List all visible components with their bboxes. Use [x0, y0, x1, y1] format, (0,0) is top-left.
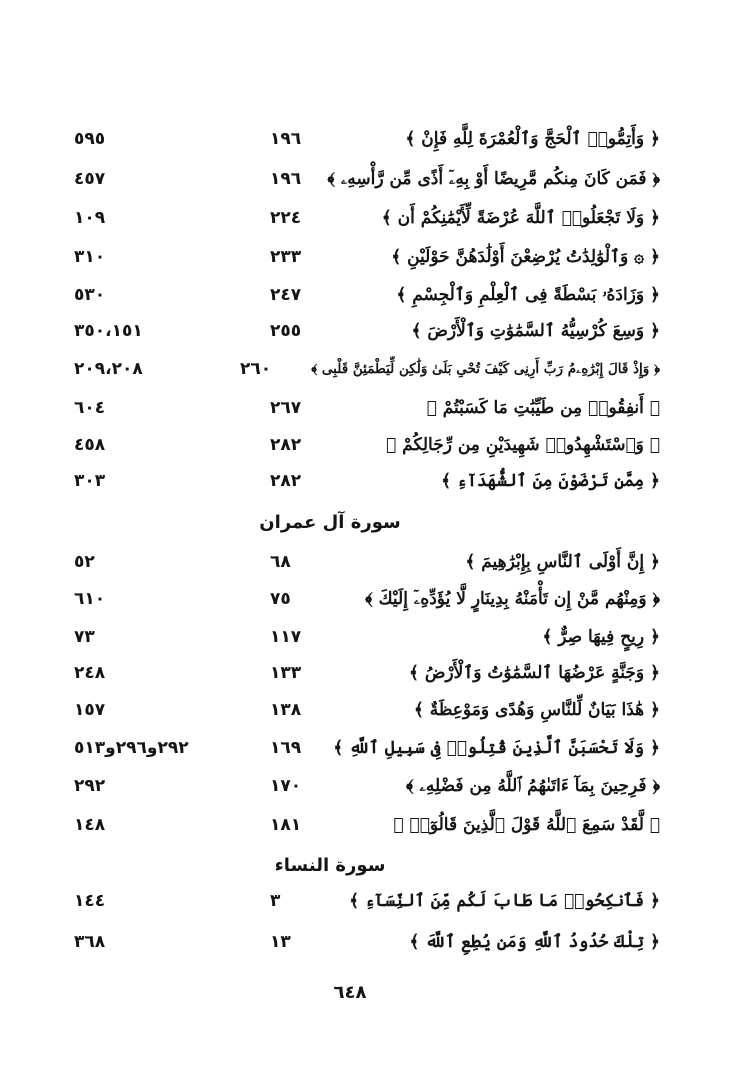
verse-text: ﴿ فَمَن كَانَ مِنكُم مَّرِيضًا أَوْ بِهِۦٓ أَذًى مِّن رَّأْسِهِۦ ﴾ [327, 169, 660, 189]
ayah-number: ٢٥٥ [270, 321, 302, 341]
page-reference: ٣٥٠،١٥١ [74, 321, 143, 341]
page-reference: ١٥٧ [74, 700, 106, 720]
ayah-number: ١٩٦ [270, 129, 302, 149]
index-row [60, 731, 660, 765]
verse-text: ﴿ وَجَنَّةٍ عَرْضُهَا ٱلسَّمَٰوَٰتُ وَٱلْأَرْضُ ﴾ [409, 663, 660, 683]
verse-text: ﴿ تِلْكَ حُدُودُ ٱللَّهِ وَمَن يُطِعِ ٱللَّهَ ﴾ [409, 932, 660, 952]
page-reference: ٢٩٢و٢٩٦و٥١٣ [74, 738, 189, 758]
index-row [60, 693, 660, 727]
index-row [60, 278, 660, 312]
page-reference: ٤٥٧ [74, 169, 106, 189]
verse-text: ﴿ وَأَتِمُّوا۟ ٱلْحَجَّ وَٱلْعُمْرَةَ لِلَّهِ فَإِنْ ﴾ [405, 129, 660, 149]
index-row [60, 391, 660, 425]
index-row [60, 656, 660, 690]
verse-text: ﴿ رِيحٍ فِيهَا صِرٌّ ﴾ [542, 627, 660, 647]
index-row [60, 464, 660, 498]
verse-text: ﴿ وَلَا تَجْعَلُوا۟ ٱللَّهَ عُرْضَةً لِّأَيْمَٰنِكُمْ أَن ﴾ [381, 208, 660, 228]
verse-text: ﴿ لَّقَدْ سَمِعَ ٱللَّهُ قَوْلَ ٱلَّذِينَ قَالُوٓا۟ ﴾ [393, 815, 660, 835]
page-reference: ٢٤٨ [74, 663, 106, 683]
ayah-number: ١٨١ [270, 815, 302, 835]
page-reference: ١٠٩ [74, 208, 106, 228]
ayah-number: ١٧٠ [270, 776, 302, 796]
index-row [60, 240, 660, 274]
index-row [60, 808, 660, 842]
page-reference: ٧٣ [74, 627, 95, 647]
ayah-number: ٢٦٧ [270, 398, 302, 418]
index-row [60, 545, 660, 579]
verse-text: ﴿ وَلَا تَحْسَبَنَّ ٱلَّذِينَ قُتِلُوا۟ فِى سَبِيلِ ٱللَّهِ ﴾ [333, 738, 660, 758]
verse-text: ﴿ وَإِذْ قَالَ إِبْرَٰهِۦمُ رَبِّ أَرِنِى كَيْفَ تُحْىِ بَلَىٰ وَلَٰكِن لِّيَطْمَئِنَّ قَلْبِى ﴾ [311, 361, 660, 377]
page-reference: ٣٦٨ [74, 932, 106, 952]
page-reference: ٥٩٥ [74, 129, 106, 149]
page-reference: ٦٠٤ [74, 398, 106, 418]
index-row [60, 314, 660, 348]
ayah-number: ١١٧ [270, 627, 302, 647]
ayah-number: ١٩٦ [270, 169, 302, 189]
index-row [60, 122, 660, 156]
verse-text: ﴿ وَزَادَهُۥ بَسْطَةً فِى ٱلْعِلْمِ وَٱلْجِسْمِ ﴾ [396, 285, 660, 305]
ayah-number: ٧٥ [270, 589, 291, 609]
index-row [60, 428, 660, 462]
verse-text: ﴿ وَمِنْهُم مَّنْ إِن تَأْمَنْهُ بِدِينَارٍ لَّا يُؤَدِّهِۦٓ إِلَيْكَ ﴾ [365, 589, 660, 609]
verse-text: ﴿ هَٰذَا بَيَانٌ لِّلنَّاسِ وَهُدًى وَمَوْعِظَةٌ ﴾ [413, 700, 660, 720]
page-reference: ٥٣٠ [74, 285, 106, 305]
ayah-number: ١٦٩ [270, 738, 302, 758]
page-number: ٦٤٨ [333, 982, 367, 1003]
verse-text: ﴿ فَٱنكِحُوا۟ مَا طَابَ لَكُم مِّنَ ٱلنِّسَآءِ ﴾ [349, 891, 660, 911]
verse-text: ﴿ ۞ وَٱلْوَٰلِدَٰتُ يُرْضِعْنَ أَوْلَٰدَهُنَّ حَوْلَيْنِ ﴾ [391, 247, 660, 267]
ayah-number: ٢٤٧ [270, 285, 302, 305]
index-row [60, 884, 660, 918]
verse-text: ﴿ مِمَّن تَرْضَوْنَ مِنَ ٱلشُّهَدَآءِ ﴾ [441, 471, 660, 491]
ayah-number: ٢٨٢ [270, 471, 302, 491]
verse-text: ﴿ وَسِعَ كُرْسِيُّهُ ٱلسَّمَٰوَٰتِ وَٱلْأَرْضَ ﴾ [411, 321, 660, 341]
ayah-number: ١٣٣ [270, 663, 302, 683]
ayah-number: ٣ [270, 891, 281, 911]
verse-text: ﴿ فَرِحِينَ بِمَآ ءَاتَىٰهُمُ ٱللَّهُ مِن فَضْلِهِۦ ﴾ [406, 776, 660, 796]
page-reference: ٢٩٢ [74, 776, 106, 796]
index-row [60, 201, 660, 235]
verse-text: ﴿ وَٱسْتَشْهِدُوا۟ شَهِيدَيْنِ مِن رِّجَالِكُمْ ﴾ [386, 435, 660, 455]
ayah-number: ٢٦٠ [240, 359, 272, 379]
index-row [60, 769, 660, 803]
page-reference: ٦١٠ [74, 589, 106, 609]
verse-text: ﴿ إِنَّ أَوْلَى ٱلنَّاسِ بِإِبْرَٰهِيمَ ﴾ [465, 552, 660, 572]
ayah-number: ٢٨٢ [270, 435, 302, 455]
page-reference: ٣٠٣ [74, 471, 106, 491]
ayah-number: ٢٣٣ [270, 247, 302, 267]
surah-title: سورة النساء [274, 855, 386, 876]
verse-text: ﴿ أَنفِقُوا۟ مِن طَيِّبَٰتِ مَا كَسَبْتُمْ ﴾ [426, 398, 660, 418]
ayah-number: ١٣٨ [270, 700, 302, 720]
page-reference: ٤٥٨ [74, 435, 106, 455]
index-row [60, 162, 660, 196]
page-reference: ٣١٠ [74, 247, 106, 267]
surah-title: سورة آل عمران [259, 512, 401, 533]
index-row [60, 352, 660, 386]
page-reference: ٥٢ [74, 552, 95, 572]
index-row [60, 925, 660, 959]
page-reference: ١٤٨ [74, 815, 106, 835]
ayah-number: ٢٢٤ [270, 208, 302, 228]
index-row [60, 582, 660, 616]
ayah-number: ٦٨ [270, 552, 291, 572]
ayah-number: ١٣ [270, 932, 291, 952]
page-reference: ٢٠٩،٢٠٨ [74, 359, 143, 379]
page-reference: ١٤٤ [74, 891, 106, 911]
index-row [60, 620, 660, 654]
